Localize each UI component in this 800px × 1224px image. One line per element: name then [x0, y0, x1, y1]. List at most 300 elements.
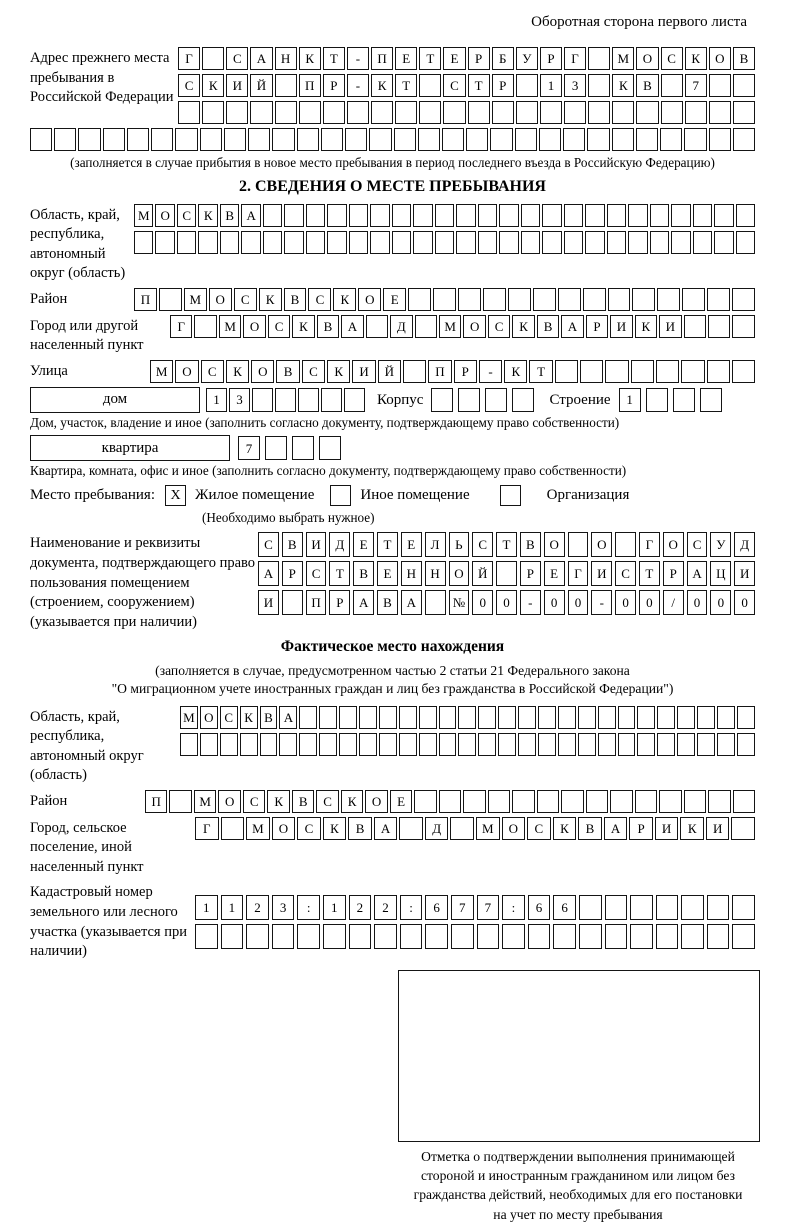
char-cell[interactable]	[656, 895, 679, 920]
char-cell[interactable]: Т	[529, 360, 552, 383]
char-cell[interactable]: Н	[401, 561, 422, 586]
char-cell[interactable]: Р	[540, 47, 562, 70]
char-cell[interactable]: С	[302, 360, 325, 383]
char-cell[interactable]: М	[246, 817, 270, 840]
char-cell[interactable]	[366, 315, 388, 338]
char-cell[interactable]: 1	[619, 388, 641, 412]
char-cell[interactable]	[359, 706, 377, 729]
char-cell[interactable]	[349, 924, 372, 949]
char-cell[interactable]: Е	[377, 561, 398, 586]
char-cell[interactable]: 3	[272, 895, 295, 920]
char-cell[interactable]: М	[612, 47, 634, 70]
char-cell[interactable]	[319, 436, 341, 460]
char-cell[interactable]: О	[272, 817, 296, 840]
char-cell[interactable]	[323, 924, 346, 949]
char-cell[interactable]: М	[134, 204, 153, 227]
char-cell[interactable]: С	[472, 532, 493, 557]
char-cell[interactable]	[177, 231, 196, 254]
char-cell[interactable]: Ь	[449, 532, 470, 557]
char-cell[interactable]: Е	[383, 288, 406, 311]
char-cell[interactable]: Т	[377, 532, 398, 557]
char-cell[interactable]: 3	[564, 74, 586, 97]
char-cell[interactable]: А	[401, 590, 422, 615]
char-cell[interactable]: 0	[496, 590, 517, 615]
char-cell[interactable]	[660, 128, 682, 151]
char-cell[interactable]	[731, 817, 755, 840]
char-cell[interactable]: С	[177, 204, 196, 227]
char-cell[interactable]	[586, 790, 608, 813]
char-cell[interactable]	[458, 733, 476, 756]
char-cell[interactable]: К	[685, 47, 707, 70]
char-cell[interactable]	[418, 128, 440, 151]
char-cell[interactable]	[359, 733, 377, 756]
char-cell[interactable]: С	[308, 288, 331, 311]
char-cell[interactable]: В	[636, 74, 658, 97]
char-cell[interactable]: В	[282, 532, 303, 557]
char-cell[interactable]: О	[502, 817, 526, 840]
char-cell[interactable]	[661, 74, 683, 97]
char-cell[interactable]	[737, 733, 755, 756]
char-cell[interactable]	[419, 706, 437, 729]
char-cell[interactable]: Г	[195, 817, 219, 840]
char-cell[interactable]	[707, 895, 730, 920]
char-cell[interactable]	[605, 924, 628, 949]
char-cell[interactable]	[542, 204, 561, 227]
char-cell[interactable]	[169, 790, 191, 813]
char-cell[interactable]	[518, 733, 536, 756]
char-cell[interactable]	[458, 288, 481, 311]
char-cell[interactable]: А	[279, 706, 297, 729]
char-cell[interactable]	[637, 733, 655, 756]
char-cell[interactable]: Н	[275, 47, 297, 70]
char-cell[interactable]	[419, 101, 441, 124]
char-cell[interactable]	[539, 128, 561, 151]
char-cell[interactable]	[498, 733, 516, 756]
char-cell[interactable]	[657, 706, 675, 729]
char-cell[interactable]	[272, 924, 295, 949]
char-cell[interactable]: М	[180, 706, 198, 729]
char-cell[interactable]	[456, 231, 475, 254]
char-cell[interactable]: И	[659, 315, 681, 338]
char-cell[interactable]: 6	[528, 895, 551, 920]
char-cell[interactable]: В	[276, 360, 299, 383]
char-cell[interactable]: К	[292, 315, 314, 338]
char-cell[interactable]	[564, 231, 583, 254]
char-cell[interactable]: Р	[586, 315, 608, 338]
char-cell[interactable]	[477, 924, 500, 949]
char-cell[interactable]: К	[240, 706, 258, 729]
char-cell[interactable]	[371, 101, 393, 124]
char-cell[interactable]	[392, 231, 411, 254]
char-cell[interactable]: П	[299, 74, 321, 97]
char-cell[interactable]	[682, 288, 705, 311]
char-cell[interactable]	[439, 790, 461, 813]
char-cell[interactable]	[275, 74, 297, 97]
char-cell[interactable]	[618, 706, 636, 729]
char-cell[interactable]	[379, 733, 397, 756]
char-cell[interactable]	[657, 288, 680, 311]
checkbox-organizatsiya[interactable]	[500, 485, 521, 506]
char-cell[interactable]: У	[710, 532, 731, 557]
char-cell[interactable]	[732, 360, 755, 383]
char-cell[interactable]	[54, 128, 76, 151]
char-cell[interactable]: А	[250, 47, 272, 70]
char-cell[interactable]: М	[439, 315, 461, 338]
char-cell[interactable]: Ц	[710, 561, 731, 586]
char-cell[interactable]	[30, 128, 52, 151]
char-cell[interactable]	[134, 231, 153, 254]
char-cell[interactable]: Р	[329, 590, 350, 615]
char-cell[interactable]	[568, 532, 589, 557]
char-cell[interactable]	[608, 288, 631, 311]
char-cell[interactable]	[394, 128, 416, 151]
char-cell[interactable]: :	[502, 895, 525, 920]
char-cell[interactable]	[515, 128, 537, 151]
char-cell[interactable]: Е	[390, 790, 412, 813]
char-cell[interactable]	[558, 706, 576, 729]
char-cell[interactable]	[370, 204, 389, 227]
char-cell[interactable]: Г	[568, 561, 589, 586]
char-cell[interactable]: Й	[250, 74, 272, 97]
char-cell[interactable]	[435, 204, 454, 227]
char-cell[interactable]	[684, 128, 706, 151]
char-cell[interactable]	[733, 790, 755, 813]
char-cell[interactable]: Т	[395, 74, 417, 97]
char-cell[interactable]	[685, 101, 707, 124]
char-cell[interactable]: А	[561, 315, 583, 338]
char-cell[interactable]: Г	[564, 47, 586, 70]
char-cell[interactable]	[299, 101, 321, 124]
char-cell[interactable]	[631, 360, 654, 383]
char-cell[interactable]	[198, 231, 217, 254]
char-cell[interactable]	[516, 74, 538, 97]
char-cell[interactable]: А	[374, 817, 398, 840]
char-cell[interactable]: В	[348, 817, 372, 840]
char-cell[interactable]: С	[226, 47, 248, 70]
char-cell[interactable]	[202, 101, 224, 124]
char-cell[interactable]: К	[635, 315, 657, 338]
char-cell[interactable]	[499, 204, 518, 227]
char-cell[interactable]	[521, 204, 540, 227]
char-cell[interactable]	[442, 128, 464, 151]
char-cell[interactable]	[588, 101, 610, 124]
char-cell[interactable]	[369, 128, 391, 151]
char-cell[interactable]	[478, 231, 497, 254]
char-cell[interactable]: 3	[229, 388, 250, 412]
char-cell[interactable]	[732, 895, 755, 920]
char-cell[interactable]	[605, 895, 628, 920]
char-cell[interactable]	[656, 924, 679, 949]
char-cell[interactable]	[697, 733, 715, 756]
char-cell[interactable]	[485, 388, 507, 412]
char-cell[interactable]	[537, 790, 559, 813]
char-cell[interactable]	[483, 288, 506, 311]
char-cell[interactable]	[564, 204, 583, 227]
char-cell[interactable]	[458, 388, 480, 412]
char-cell[interactable]	[419, 733, 437, 756]
char-cell[interactable]	[463, 790, 485, 813]
char-cell[interactable]	[425, 590, 446, 615]
char-cell[interactable]	[587, 128, 609, 151]
char-cell[interactable]: Р	[520, 561, 541, 586]
char-cell[interactable]	[275, 388, 296, 412]
char-cell[interactable]: -	[591, 590, 612, 615]
char-cell[interactable]	[399, 733, 417, 756]
char-cell[interactable]	[250, 101, 272, 124]
char-cell[interactable]	[220, 231, 239, 254]
char-cell[interactable]: М	[476, 817, 500, 840]
char-cell[interactable]	[395, 101, 417, 124]
char-cell[interactable]	[733, 128, 755, 151]
char-cell[interactable]: О	[200, 706, 218, 729]
char-cell[interactable]: О	[663, 532, 684, 557]
char-cell[interactable]: К	[327, 360, 350, 383]
char-cell[interactable]	[492, 101, 514, 124]
char-cell[interactable]: С	[488, 315, 510, 338]
char-cell[interactable]: Г	[170, 315, 192, 338]
char-cell[interactable]	[151, 128, 173, 151]
char-cell[interactable]: К	[553, 817, 577, 840]
char-cell[interactable]	[413, 204, 432, 227]
char-cell[interactable]	[709, 74, 731, 97]
char-cell[interactable]	[327, 204, 346, 227]
char-cell[interactable]: В	[537, 315, 559, 338]
char-cell[interactable]	[681, 924, 704, 949]
char-cell[interactable]: О	[544, 532, 565, 557]
char-cell[interactable]: Е	[443, 47, 465, 70]
char-cell[interactable]	[202, 47, 224, 70]
char-cell[interactable]	[499, 231, 518, 254]
char-cell[interactable]	[344, 388, 365, 412]
char-cell[interactable]	[628, 204, 647, 227]
char-cell[interactable]	[558, 733, 576, 756]
char-cell[interactable]: -	[347, 74, 369, 97]
char-cell[interactable]: :	[297, 895, 320, 920]
char-cell[interactable]: Б	[492, 47, 514, 70]
char-cell[interactable]: В	[377, 590, 398, 615]
char-cell[interactable]	[272, 128, 294, 151]
char-cell[interactable]	[403, 360, 426, 383]
char-cell[interactable]	[399, 817, 423, 840]
char-cell[interactable]	[607, 204, 626, 227]
char-cell[interactable]	[319, 733, 337, 756]
char-cell[interactable]: Т	[639, 561, 660, 586]
char-cell[interactable]	[439, 733, 457, 756]
char-cell[interactable]	[478, 733, 496, 756]
char-cell[interactable]: 2	[374, 895, 397, 920]
char-cell[interactable]	[612, 128, 634, 151]
char-cell[interactable]: Р	[468, 47, 490, 70]
char-cell[interactable]: :	[400, 895, 423, 920]
char-cell[interactable]: Е	[353, 532, 374, 557]
char-cell[interactable]	[127, 128, 149, 151]
char-cell[interactable]: 0	[639, 590, 660, 615]
char-cell[interactable]: И	[352, 360, 375, 383]
char-cell[interactable]	[241, 231, 260, 254]
char-cell[interactable]	[349, 231, 368, 254]
char-cell[interactable]: П	[134, 288, 157, 311]
char-cell[interactable]	[439, 706, 457, 729]
char-cell[interactable]: 1	[323, 895, 346, 920]
char-cell[interactable]: Т	[329, 561, 350, 586]
char-cell[interactable]: С	[268, 315, 290, 338]
char-cell[interactable]	[415, 315, 437, 338]
char-cell[interactable]	[677, 733, 695, 756]
char-cell[interactable]: Н	[425, 561, 446, 586]
char-cell[interactable]: /	[663, 590, 684, 615]
char-cell[interactable]: О	[591, 532, 612, 557]
char-cell[interactable]	[657, 733, 675, 756]
char-cell[interactable]	[502, 924, 525, 949]
char-cell[interactable]: О	[709, 47, 731, 70]
char-cell[interactable]	[279, 733, 297, 756]
char-cell[interactable]	[275, 101, 297, 124]
char-cell[interactable]	[635, 790, 657, 813]
char-cell[interactable]: И	[706, 817, 730, 840]
char-cell[interactable]	[339, 706, 357, 729]
char-cell[interactable]	[451, 924, 474, 949]
char-cell[interactable]: К	[267, 790, 289, 813]
kvartira-value-box[interactable]: квартира	[30, 435, 230, 461]
char-cell[interactable]	[498, 706, 516, 729]
char-cell[interactable]	[155, 231, 174, 254]
char-cell[interactable]	[370, 231, 389, 254]
char-cell[interactable]: К	[323, 817, 347, 840]
char-cell[interactable]	[458, 706, 476, 729]
char-cell[interactable]: 7	[451, 895, 474, 920]
char-cell[interactable]: М	[150, 360, 173, 383]
char-cell[interactable]: О	[463, 315, 485, 338]
char-cell[interactable]: С	[297, 817, 321, 840]
char-cell[interactable]	[220, 733, 238, 756]
char-cell[interactable]	[246, 924, 269, 949]
char-cell[interactable]	[538, 733, 556, 756]
char-cell[interactable]	[605, 360, 628, 383]
char-cell[interactable]: Й	[378, 360, 401, 383]
char-cell[interactable]: В	[260, 706, 278, 729]
char-cell[interactable]	[319, 706, 337, 729]
char-cell[interactable]	[564, 101, 586, 124]
char-cell[interactable]: 6	[553, 895, 576, 920]
char-cell[interactable]: В	[578, 817, 602, 840]
char-cell[interactable]: С	[687, 532, 708, 557]
char-cell[interactable]: 1	[206, 388, 227, 412]
char-cell[interactable]	[579, 895, 602, 920]
char-cell[interactable]	[419, 74, 441, 97]
char-cell[interactable]: А	[341, 315, 363, 338]
char-cell[interactable]	[583, 288, 606, 311]
char-cell[interactable]: О	[155, 204, 174, 227]
char-cell[interactable]: 2	[246, 895, 269, 920]
char-cell[interactable]: В	[292, 790, 314, 813]
char-cell[interactable]	[630, 895, 653, 920]
char-cell[interactable]: Д	[329, 532, 350, 557]
char-cell[interactable]	[466, 128, 488, 151]
char-cell[interactable]: С	[306, 561, 327, 586]
char-cell[interactable]	[709, 128, 731, 151]
char-cell[interactable]	[533, 288, 556, 311]
char-cell[interactable]	[180, 733, 198, 756]
char-cell[interactable]	[618, 733, 636, 756]
char-cell[interactable]: М	[194, 790, 216, 813]
char-cell[interactable]	[178, 101, 200, 124]
char-cell[interactable]	[709, 101, 731, 124]
char-cell[interactable]	[717, 733, 735, 756]
char-cell[interactable]	[650, 204, 669, 227]
dom-value-box[interactable]: дом	[30, 387, 200, 413]
char-cell[interactable]	[248, 128, 270, 151]
char-cell[interactable]	[265, 436, 287, 460]
char-cell[interactable]	[521, 231, 540, 254]
char-cell[interactable]	[697, 706, 715, 729]
char-cell[interactable]	[733, 101, 755, 124]
char-cell[interactable]	[103, 128, 125, 151]
char-cell[interactable]: И	[226, 74, 248, 97]
char-cell[interactable]	[580, 360, 603, 383]
char-cell[interactable]: В	[520, 532, 541, 557]
char-cell[interactable]: О	[175, 360, 198, 383]
char-cell[interactable]: А	[687, 561, 708, 586]
char-cell[interactable]: И	[610, 315, 632, 338]
char-cell[interactable]	[578, 733, 596, 756]
char-cell[interactable]: Р	[492, 74, 514, 97]
char-cell[interactable]	[542, 231, 561, 254]
char-cell[interactable]	[194, 315, 216, 338]
char-cell[interactable]: 0	[687, 590, 708, 615]
char-cell[interactable]: Е	[401, 532, 422, 557]
char-cell[interactable]	[732, 315, 754, 338]
char-cell[interactable]: С	[661, 47, 683, 70]
char-cell[interactable]: 0	[615, 590, 636, 615]
char-cell[interactable]: П	[371, 47, 393, 70]
char-cell[interactable]	[693, 231, 712, 254]
char-cell[interactable]: К	[341, 790, 363, 813]
char-cell[interactable]: Й	[472, 561, 493, 586]
char-cell[interactable]	[646, 388, 668, 412]
char-cell[interactable]	[433, 288, 456, 311]
char-cell[interactable]	[612, 101, 634, 124]
char-cell[interactable]	[431, 388, 453, 412]
char-cell[interactable]	[263, 204, 282, 227]
char-cell[interactable]: А	[353, 590, 374, 615]
char-cell[interactable]: С	[201, 360, 224, 383]
char-cell[interactable]	[588, 47, 610, 70]
char-cell[interactable]: О	[251, 360, 274, 383]
char-cell[interactable]: С	[615, 561, 636, 586]
char-cell[interactable]	[707, 360, 730, 383]
char-cell[interactable]	[159, 288, 182, 311]
char-cell[interactable]: 7	[685, 74, 707, 97]
char-cell[interactable]: Д	[390, 315, 412, 338]
char-cell[interactable]	[292, 436, 314, 460]
char-cell[interactable]	[200, 128, 222, 151]
char-cell[interactable]	[681, 895, 704, 920]
char-cell[interactable]	[478, 204, 497, 227]
char-cell[interactable]	[598, 706, 616, 729]
char-cell[interactable]: 1	[221, 895, 244, 920]
char-cell[interactable]: 1	[195, 895, 218, 920]
char-cell[interactable]: С	[243, 790, 265, 813]
char-cell[interactable]	[512, 790, 534, 813]
char-cell[interactable]: О	[636, 47, 658, 70]
char-cell[interactable]	[306, 204, 325, 227]
char-cell[interactable]: П	[306, 590, 327, 615]
char-cell[interactable]	[516, 101, 538, 124]
char-cell[interactable]: -	[520, 590, 541, 615]
char-cell[interactable]	[306, 231, 325, 254]
char-cell[interactable]	[321, 128, 343, 151]
char-cell[interactable]	[630, 924, 653, 949]
